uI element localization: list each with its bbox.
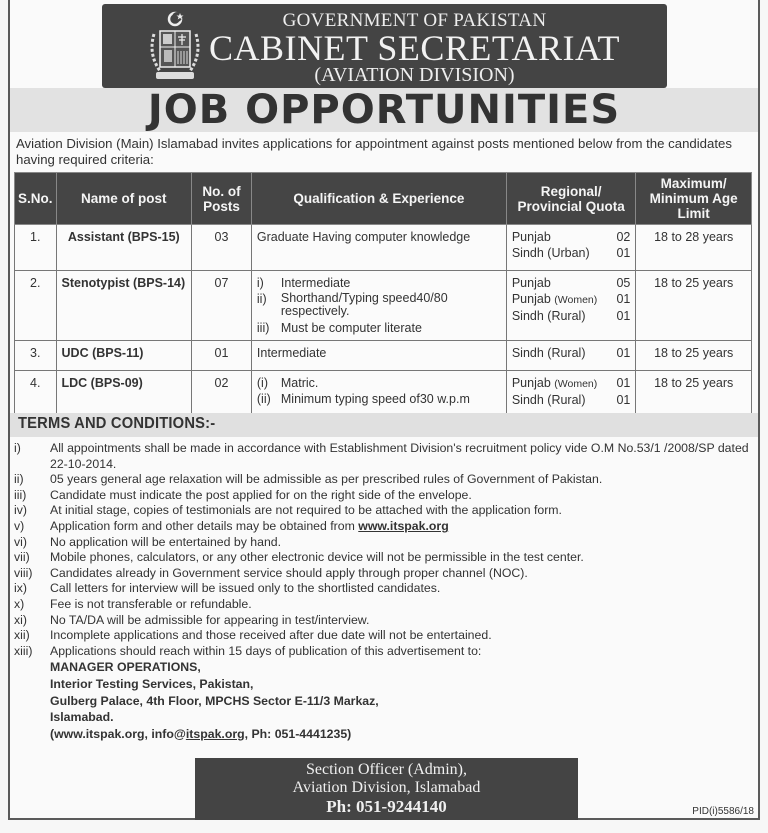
header-age: Maximum/ Minimum Age Limit xyxy=(636,173,752,225)
cell-quota xyxy=(506,225,636,271)
cell-sno: 4. xyxy=(15,371,57,415)
address-city: Islamabad. xyxy=(50,710,114,725)
cell-quota xyxy=(506,271,636,341)
terms-title: TERMS AND CONDITIONS:- xyxy=(18,415,216,432)
cell-age-limit: 18 to 25 years xyxy=(636,371,752,415)
quota-region: Sindh (Rural) xyxy=(511,346,586,360)
quota-line xyxy=(512,375,631,392)
cell-age-limit: 18 to 28 years xyxy=(636,225,752,271)
quota-line xyxy=(512,345,631,361)
cell-sno: 1. xyxy=(15,225,57,271)
quota-region: Sindh (Rural) xyxy=(511,309,586,323)
term-item: xi) No TA/DA will be admissible for appearing in test/interview. xyxy=(14,612,370,627)
term-item: vi) No application will be entertained by hand. xyxy=(14,534,282,549)
header-sno: S.No. xyxy=(15,173,57,225)
footer-officer: Section Officer (Admin), xyxy=(306,761,467,778)
quota-count: 01 xyxy=(616,393,631,407)
terms-list xyxy=(14,441,754,742)
terms-heading-band xyxy=(10,413,758,437)
term-item: xiii) Applications should reach within 15 days of publication of this advertisement to: xyxy=(14,643,482,658)
quota-region: Sindh (Rural) xyxy=(511,393,586,407)
term-item: iv) At initial stage, copies of testimonials are not required to be attached with the application form. xyxy=(14,503,562,518)
term-item: xii) Incomplete applications and those received after due date will not be entertained. xyxy=(14,628,492,643)
qualification-item: (ii) Minimum typing speed of30 w.p.m xyxy=(256,392,470,406)
pid-number: PID(i)5586/18 xyxy=(692,806,754,817)
quota-line xyxy=(512,291,631,308)
quota-line xyxy=(512,275,631,291)
email-link[interactable]: itspak.org xyxy=(185,726,245,741)
job-posts-table xyxy=(14,172,752,415)
header-name: Name of post xyxy=(56,173,192,225)
header-band xyxy=(102,4,667,88)
banner-title: JOB OPPORTUNITIES xyxy=(147,87,621,133)
quota-line xyxy=(512,245,631,261)
address-contact: (www.itspak.org, info@itspak.org, Ph: 051-4441235) xyxy=(50,726,352,741)
footer-division: Aviation Division, Islamabad xyxy=(292,779,481,796)
quota-line xyxy=(512,308,631,324)
term-item: i) All appointments shall be made in accordance with Establishment Division's recruitment policy vide O.M No.53/1 /2008/SP dated 22-10-2014. xyxy=(14,441,749,471)
cell-sno: 3. xyxy=(15,341,57,371)
mailing-address xyxy=(50,659,754,742)
term-item: iii) Candidate must indicate the post applied for on the right side of the envelope. xyxy=(14,487,472,502)
cell-qualification xyxy=(251,271,506,341)
quota-count: 01 xyxy=(616,246,631,260)
term-item: viii) Candidates already in Government service should apply through proper channel (NOC). xyxy=(14,565,528,580)
table-header-row xyxy=(15,173,752,225)
cell-post-name: Assistant (BPS-15) xyxy=(56,225,192,271)
quota-count: 05 xyxy=(616,276,631,290)
quota-region: Sindh (Urban) xyxy=(511,246,590,260)
footer-phone: Ph: 051-9244140 xyxy=(326,797,447,816)
intro-paragraph: Aviation Division (Main) Islamabad invites applications for appointment against posts mentioned below from the candidates having required criteria: xyxy=(16,136,732,167)
address-recipient: MANAGER OPERATIONS, xyxy=(50,660,201,675)
cell-age-limit: 18 to 25 years xyxy=(636,341,752,371)
quota-count: 02 xyxy=(616,230,631,244)
cell-qualification xyxy=(251,371,506,415)
header-quota: Regional/ Provincial Quota xyxy=(506,173,636,225)
cell-post-name: UDC (BPS-11) xyxy=(56,341,192,371)
job-opportunities-banner xyxy=(10,88,758,132)
quota-count: 01 xyxy=(616,376,631,390)
term-item: x) Fee is not transferable or refundable. xyxy=(14,596,252,611)
term-item: ii) 05 years general age relaxation will be admissible as per prescribed rules of Government of Pakistan. xyxy=(14,472,603,487)
cell-post-name: Stenotypist (BPS-14) xyxy=(56,271,192,341)
header-line-division: (AVIATION DIVISION) xyxy=(314,64,515,86)
table-row xyxy=(15,371,752,415)
cell-qualification xyxy=(251,341,506,371)
quota-count: 01 xyxy=(616,292,631,306)
qualification-item: Graduate Having computer knowledge xyxy=(256,230,471,244)
cell-sno: 2. xyxy=(15,271,57,341)
header-line-cabinet: CABINET SECRETARIAT xyxy=(209,28,620,68)
qualification-item: (i) Matric. xyxy=(256,376,319,390)
qualification-item: i) Intermediate xyxy=(256,276,351,290)
qualification-item: iii) Must be computer literate xyxy=(256,321,422,335)
quota-line xyxy=(512,392,631,408)
header-qualification: Qualification & Experience xyxy=(251,173,506,225)
cell-age-limit: 18 to 25 years xyxy=(636,271,752,341)
quota-line xyxy=(512,229,631,245)
quota-region: Punjab xyxy=(511,276,551,290)
table-row xyxy=(15,225,752,271)
term-item: ix) Call letters for interview will be issued only to the shortlisted candidates. xyxy=(14,581,441,596)
term-item: vii) Mobile phones, calculators, or any other electronic device will not be permissible in the test center. xyxy=(14,550,584,565)
table-row xyxy=(15,341,752,371)
cell-qualification xyxy=(251,225,506,271)
quota-region: Punjab xyxy=(511,230,551,244)
cell-posts: 02 xyxy=(192,371,252,415)
cell-quota xyxy=(506,371,636,415)
cell-post-name: LDC (BPS-09) xyxy=(56,371,192,415)
address-street: Gulberg Palace, 4th Floor, MPCHS Sector E-11/3 Markaz, xyxy=(50,693,379,708)
quota-region: Punjab xyxy=(511,376,551,390)
cell-posts: 03 xyxy=(192,225,252,271)
quota-count: 01 xyxy=(616,309,631,323)
term-item: v) Application form and other details may be obtained from www.itspak.org xyxy=(14,518,449,533)
quota-note: (Women) xyxy=(554,294,598,306)
itspak-website-link[interactable]: www.itspak.org xyxy=(358,518,449,533)
address-organization: Interior Testing Services, Pakistan, xyxy=(50,676,254,691)
cell-posts: 07 xyxy=(192,271,252,341)
footer-signature-band xyxy=(195,758,578,820)
qualification-item: ii) Shorthand/Typing speed40/80 respectively. xyxy=(256,291,448,318)
cell-posts: 01 xyxy=(192,341,252,371)
qualification-item: Intermediate xyxy=(256,346,327,360)
quota-count: 01 xyxy=(616,346,631,360)
header-posts: No. of Posts xyxy=(192,173,252,225)
table-row xyxy=(15,271,752,341)
cell-quota xyxy=(506,341,636,371)
header-line-government: GOVERNMENT OF PAKISTAN xyxy=(282,10,547,31)
quota-note: (Women) xyxy=(554,378,598,390)
quota-region: Punjab xyxy=(511,292,551,306)
